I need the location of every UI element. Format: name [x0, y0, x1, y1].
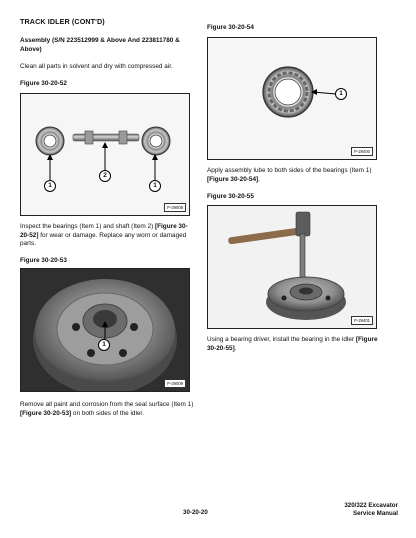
photo-id-52: P-29008	[164, 203, 186, 212]
install-figure-ref: [Figure 30-20-55]	[207, 336, 378, 352]
lube-text-b: .	[258, 175, 260, 183]
bearing-image	[208, 38, 376, 159]
footer-manual: Service Manual	[352, 509, 398, 517]
callout-bearing-left: 1	[44, 180, 56, 192]
install-instruction	[207, 336, 387, 353]
figure-53-photo	[20, 268, 190, 392]
callout-bearing: 1	[335, 88, 347, 100]
figure-55-label: Figure 30-20-55	[207, 193, 254, 200]
callout-bearing-right: 1	[149, 180, 161, 192]
figure-52-label: Figure 30-20-52	[20, 80, 67, 87]
remove-text-b: on both sides of the idler.	[71, 409, 144, 417]
callout-shaft: 2	[99, 170, 111, 182]
figure-52-photo	[20, 93, 190, 216]
callout-seal-surface: 1	[98, 339, 110, 351]
clean-instruction: Clean all parts in solvent and dry with compressed air.	[20, 63, 173, 70]
lube-instruction	[207, 167, 385, 184]
install-text-a: Using a bearing driver, install the bearing in the idler	[207, 336, 356, 343]
inspect-text-b: for wear or damage. Replace any worn or damaged parts.	[20, 231, 187, 248]
footer-model-block	[278, 502, 398, 517]
figure-54-photo	[207, 37, 377, 160]
page-number: 30-20-20	[183, 509, 208, 516]
section-title: TRACK IDLER (CONT'D)	[20, 17, 105, 26]
subsection-title: Assembly (S/N 223512999 & Above And 223811780 & Above)	[20, 37, 180, 53]
bearings-and-shaft-image	[21, 94, 189, 215]
idler-image	[21, 269, 189, 391]
figure-54-label: Figure 30-20-54	[207, 24, 254, 31]
photo-id-54: P-29400	[351, 147, 373, 156]
install-text-b: .	[234, 344, 237, 352]
remove-instruction	[20, 401, 196, 418]
lube-figure-ref: [Figure 30-20-54]	[207, 175, 259, 183]
photo-id-53: P-29009	[164, 379, 186, 388]
remove-figure-ref: [Figure 30-20-53]	[20, 409, 72, 417]
inspect-text-a: Inspect the bearings (Item 1) and shaft (Item 2)	[20, 223, 155, 230]
figure-55-photo	[207, 205, 377, 329]
figure-53-label: Figure 30-20-53	[20, 257, 67, 264]
footer-model: 320/322 Excavator	[344, 502, 398, 509]
photo-id-55: P-29401	[351, 316, 373, 325]
remove-text-a: Remove all paint and corrosion from the seal surface (Item 1)	[20, 401, 194, 408]
bearing-driver-install-image	[208, 206, 376, 328]
inspect-instruction	[20, 223, 192, 249]
inspect-figure-ref: [Figure 30-20-52]	[20, 223, 188, 239]
lube-text-a: Apply assembly lube to both sides of the bearings (Item 1)	[207, 167, 372, 174]
